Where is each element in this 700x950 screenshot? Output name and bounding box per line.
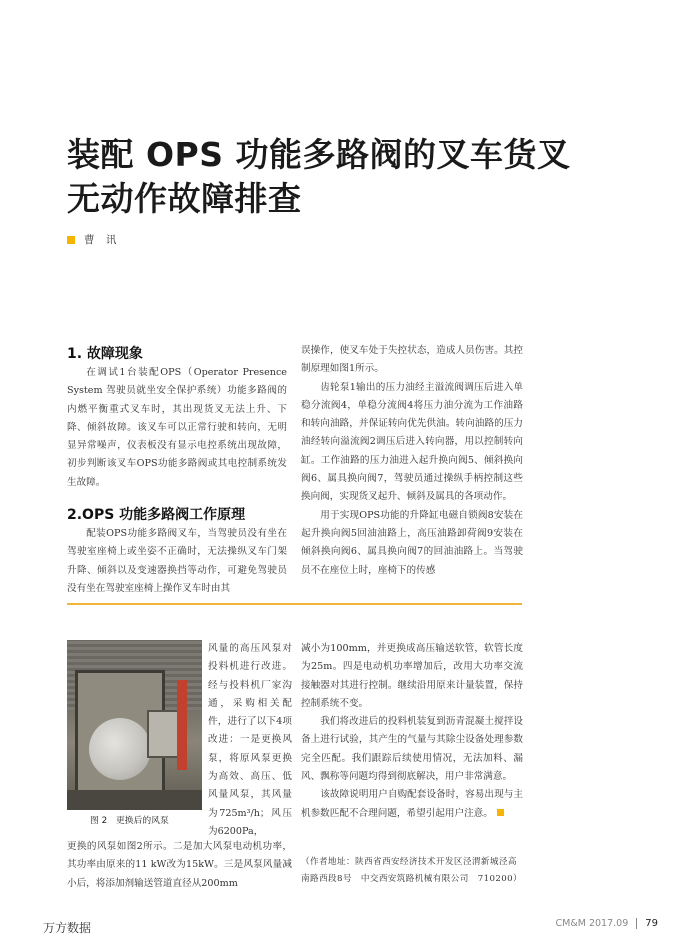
author-address: （作者地址：陕西省西安经济技术开发区泾渭新城泾高南路西段8号 中交西安筑路机械有限公司 710200） — [301, 857, 522, 884]
author-name: 曹 讯 — [84, 234, 121, 246]
section2-paragraph-1: 配装OPS功能多路阀叉车，当驾驶员没有坐在驾驶室座椅上或坐姿不正确时，无法操纵叉车门架升降、倾斜以及变速器换挡等动作，可避免驾驶员没有坐在驾驶室座椅上操作叉车时由其 — [67, 528, 287, 594]
blower-icon — [89, 718, 151, 780]
lower-paragraph-bottom: 更换的风泵如图2所示。二是加大风泵电动机功率，其功率由原来的11 kW改为15kW。三是风泵风量减小后，将添加剂输送管道直径从200mm — [67, 841, 292, 889]
section2-heading: 2.OPS 功能多路阀工作原理 — [67, 507, 246, 524]
figure-2-caption: 图 2 更换后的风泵 — [90, 816, 169, 826]
section2-paragraph-2: 齿轮泵1输出的压力油经主溢流阀调压后进入单稳分流阀4，单稳分流阀4将压力油分流为工作油路和转向油路，并保证转向优先供油。转向油路的压力油经转向溢流阀2调压后进入转向器，用以控制转向缸。工作油路的压力油进入起升换向阀5、倾斜换向阀6、属具换向阀7，驾驶员通过操纵手柄控制这些换向阀，实现货叉起升、倾斜及属具的各项动作。 — [301, 381, 523, 503]
lower-right-paragraph-2: 我们将改进后的投料机装复到沥青混凝土搅拌设备上进行试验，其产生的气量与其除尘设备处理参数完全匹配。我们跟踪后续使用情况，无法加料、漏风、飘称等问题均得到彻底解决，用户非常满意。 — [301, 716, 523, 783]
page-number: 79 — [645, 918, 658, 929]
author-row — [67, 232, 120, 247]
figure-2-photo — [67, 640, 202, 810]
lower-narrow-column — [208, 640, 292, 841]
article-title — [67, 133, 667, 221]
footer-separator — [636, 918, 637, 929]
end-mark-icon — [497, 809, 504, 816]
title-line-2: 无动作故障排查 — [67, 179, 302, 218]
title-line-1: 装配 OPS 功能多路阀的叉车货叉 — [67, 135, 571, 174]
section1-heading: 1. 故障现象 — [67, 346, 143, 362]
upper-left-column — [67, 342, 287, 598]
article-divider — [67, 603, 522, 605]
lower-right-paragraph-1: 减小为100mm，并更换成高压输送软管，软管长度为25m。四是电动机功率增加后，改用大功率交流接触器对其进行控制。继续沿用原来计量装置，保持控制系统不变。 — [301, 643, 523, 709]
section2-paragraph-3: 用于实现OPS功能的升降缸电磁自锁阀8安装在起升换向阀5回油油路上，高压油路卸荷阀9安装在倾斜换向阀6、属具换向阀7的回油油路上。当驾驶员不在座位上时，座椅下的传感 — [301, 509, 523, 576]
section2-paragraph-1-continued: 误操作，使叉车处于失控状态，造成人员伤害。其控制原理如图1所示。 — [301, 345, 523, 375]
lower-left-bottom — [67, 838, 292, 893]
upper-right-column — [301, 342, 523, 580]
journal-issue: CM&M 2017.09 — [555, 918, 629, 929]
lower-paragraph-narrow: 风量的高压风泵对投料机进行改进。经与投料机厂家沟通，采购相关配件，进行了以下4项改进：一是更换风泵，将原风泵更换为高效、高压、低风量风泵，其风量为725m³/h；风压为6200Pa， — [208, 643, 292, 837]
lower-right-column — [301, 640, 523, 823]
lower-right-paragraph-3: 该故障说明用户自购配套设备时，容易出现与主机参数匹配不合理问题，希望引起用户注意。 — [301, 789, 523, 819]
footer-journal — [556, 918, 658, 929]
square-bullet-icon — [67, 236, 75, 244]
footer-watermark: 万方数据 — [43, 921, 92, 935]
section1-paragraph: 在调试1台装配OPS（Operator Presence System 驾驶员就坐安全保护系统）功能多路阀的内燃平衡重式叉车时，其出现货叉无法上升、下降、倾斜故障。该叉车可以正常行驶和转向，无明显异常噪声，仪表板没有显示电控系统出现故障，初步判断该叉车OPS功能多路阀或其电控制系统发生故障。 — [67, 367, 287, 488]
